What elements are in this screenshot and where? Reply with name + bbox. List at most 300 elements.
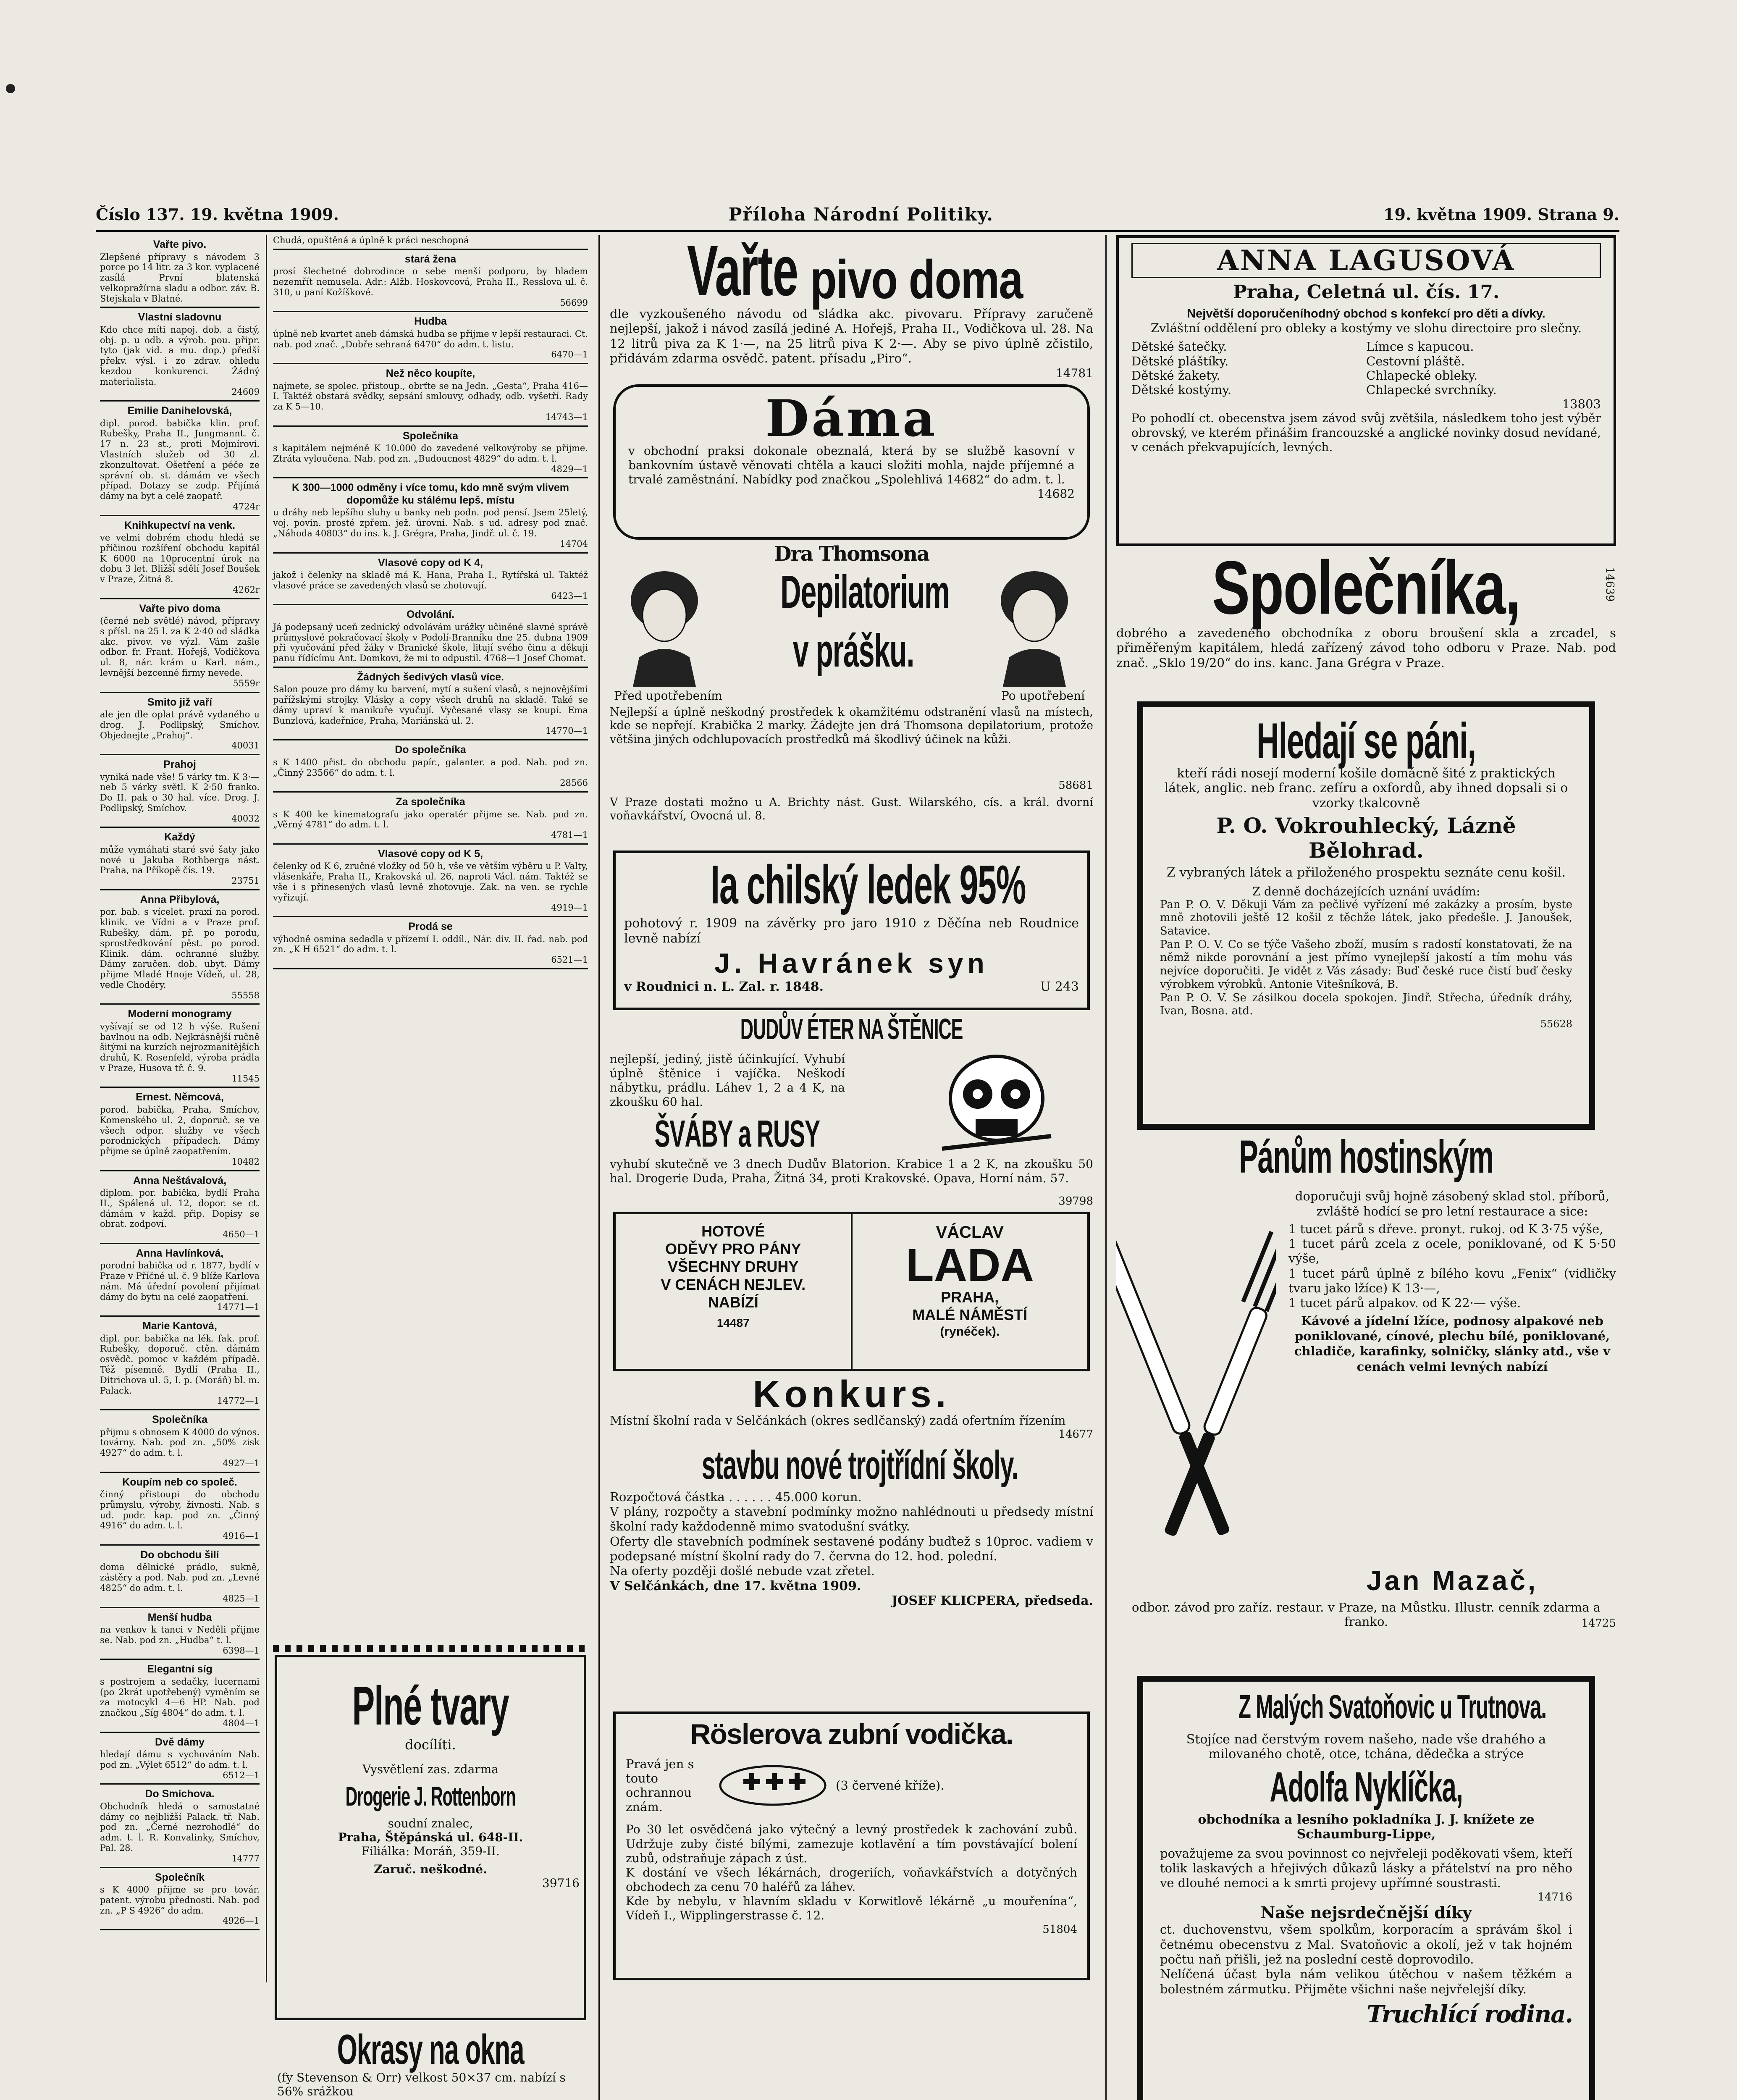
classified-ad bbox=[273, 921, 588, 969]
ad-title: Z Malých Svatoňovic u Trutnova. bbox=[1238, 1688, 1546, 1725]
classified-ad-number: 4825—1 bbox=[223, 1593, 260, 1604]
ad-line: Z vybraných látek a přiloženého prospektu seznáte cenu košil. bbox=[1166, 865, 1566, 880]
product-row bbox=[1131, 354, 1601, 368]
classified-ad-body: vyniká nade vše! 5 várky tm. K 3·— neb 5 várky světl. K 2·50 franko. Do II. pak o 30 hal. více. Drog. J. Podlipský, Smíchov. bbox=[100, 772, 260, 813]
classified-ad bbox=[100, 239, 260, 308]
ad-number: U 243 bbox=[1040, 979, 1079, 994]
ad-ledek bbox=[613, 850, 1090, 1010]
classified-ad bbox=[100, 696, 260, 756]
classified-ad bbox=[273, 430, 588, 479]
ad-separator bbox=[100, 1409, 260, 1410]
ad-line: Pravá jen s touto ochrannou znám. bbox=[626, 1756, 694, 1814]
ad-title: Dáma bbox=[765, 388, 938, 448]
ad-lada bbox=[613, 1212, 1090, 1371]
classified-ad-body: může vymáhati staré své šaty jako nové u Jakuba Rothberga nást. Praha, na Příkopě čís. 19. bbox=[100, 844, 260, 876]
classified-ad-number: 28566 bbox=[560, 778, 588, 788]
classified-ad bbox=[100, 1788, 260, 1868]
classified-ad-number: 4927—1 bbox=[223, 1458, 260, 1468]
classified-ad-heading: Do společníka bbox=[395, 744, 466, 756]
ad-separator bbox=[273, 425, 588, 427]
classified-ad-number: 56699 bbox=[560, 297, 588, 308]
classified-ad bbox=[100, 1091, 260, 1171]
classified-ad-number: 6423—1 bbox=[551, 591, 588, 601]
ad-separator bbox=[273, 843, 588, 845]
classified-ad-body: úplně neb kvartet aneb dámská hudba se přijme v lepší restauraci. Ct. nab. pod znač. „Dobře sehraná 6470“ do adm. t. listu. bbox=[273, 328, 588, 349]
ad-okrasy bbox=[275, 2026, 586, 2100]
ad-separator bbox=[100, 1243, 260, 1244]
product-item: Cestovní pláště. bbox=[1366, 354, 1465, 368]
classified-ad-number: 4262r bbox=[233, 584, 260, 595]
ad-title: Vařte bbox=[687, 235, 798, 311]
classified-ad-number: 55558 bbox=[231, 990, 260, 1000]
punch-hole bbox=[6, 84, 15, 93]
classified-ad-body: přijmu s obnosem K 4000 do výnos. továrny. Nab. pod zn. „50% zisk 4927“ do adm. t. l. bbox=[100, 1427, 260, 1458]
classified-ad-body: porodní babička od r. 1877, bydlí v Praze v Příčné ul. č. 9 blíže Karlova nám. Má úřední povolení přijímat dámy do bytu na celé zaopatření. bbox=[100, 1260, 260, 1302]
ad-line: PRAHA, bbox=[941, 1288, 999, 1306]
classified-ad bbox=[273, 482, 588, 553]
ad-separator bbox=[100, 1315, 260, 1317]
ad-body: ct. duchovenstvu, všem spolkům, korporacím a správám škol i četnému obecenstvu z Mal. Svatoňovic a okolí, jež v tak hojném počtu naň přišli, jež na poslední cestě doprovodilo. Nelíčená účast byla nám velikou útěchou v našem těžkém a bolestném zármutku. Přijměte všichni naše nejvřelejší díky. bbox=[1160, 1922, 1572, 1996]
ad-separator bbox=[273, 604, 588, 605]
ad-number: 14682 bbox=[1037, 487, 1075, 501]
ad-line: V CENÁCH NEJLEV. bbox=[661, 1276, 806, 1293]
ad-line: Největší doporučeníhodný obchod s konfekcí pro děti a dívky. bbox=[1187, 307, 1545, 320]
ad-line: NABÍZÍ bbox=[708, 1294, 758, 1311]
ad-separator bbox=[273, 739, 588, 740]
classified-ad-body: jakož i čelenky na skladě má K. Hana, Praha I., Rytířská ul. Taktéž vlasové práce se zavedených vlasů se zhotovují. bbox=[273, 570, 588, 591]
ad-price-list: 1 tucet párů s dřeve. pronyt. rukoj. od K 3·75 výše, 1 tucet párů zcela z ocele, poniklované, od K 5·50 výše, 1 tucet párů úplně z bílého kovu „Fenix“ (vidličky tvaru jako lžíce) K 13·—, 1 tucet párů alpakov. od K 22·— výše. bbox=[1288, 1221, 1616, 1310]
ad-body: dobrého a zavedeného obchodníka z oboru broušení skla a zrcadel, s přiměřeným kapitálem, hledá zařízený závod toho odboru v Praze. Nab. pod znač. „Sklo 19/20“ do ins. kanc. Jana Grégra v Praze. bbox=[1116, 626, 1616, 670]
classified-ad-heading: Za společníka bbox=[396, 796, 465, 808]
classified-ad-heading: Odvolání. bbox=[407, 609, 454, 621]
ad-line: Zvláštní oddělení pro obleky a kostýmy ve slohu directoire pro slečny. bbox=[1150, 321, 1582, 336]
classified-ad-body: s kapitálem nejméně K 10.000 do zavedené velkovýroby se přijme. Ztráta vyloučena. Nab. pod zn. „Budoucnost 4829“ do adm. t. l. bbox=[273, 443, 588, 464]
classified-ad-body: s postrojem a sedačky, lucernami (po 2krát upotřebený) vyměním se za motocykl 4—6 HP. Nab. pod značkou „Síg 4804“ do adm. t. l. bbox=[100, 1676, 260, 1718]
ad-testimonials: Pan P. O. V. Děkuji Vám za pečlivé vyřízení mé zakázky a prosím, byste mně zhotovili ještě 12 košil z těchže látek, jako předešle. J. Janoušek, Satavice. Pan P. O. V. Co se týče Vašeho zboží, musím s radostí konstatovati, že na němž nikde porovnání a jest přímo vynejlepší jakostí a tím mohu vás nejvíce doporučiti. Je vidět z Vás zásady: Buď české ruce čistí buď česky výrobkem výrobků. Antonie Vitešníková, B. Pan P. O. V. Se zásilkou docela spokojen. Jindř. Střecha, úředník dráhy, Ivan, Bosna. atd. bbox=[1160, 898, 1572, 1018]
ad-body: Místní školní rada v Selčánkách (okres sedlčanský) zadá ofertním řízením bbox=[610, 1413, 1066, 1428]
classified-ad-heading: Společníka bbox=[152, 1414, 207, 1426]
classified-ad-body: najmete, se spolec. přistoup., obrťte se na Jedn. „Gesta“, Praha 416—I. Taktéž obstará svědky, sepsání smlouvy, odhady, odb. vyšetří. Rady za K 5—10. bbox=[273, 381, 588, 412]
classified-ad bbox=[100, 405, 260, 516]
ad-thomson bbox=[610, 544, 1093, 846]
advertisements-column-4 bbox=[1112, 235, 1620, 2100]
classified-ad-heading: Vařte pivo doma bbox=[139, 602, 220, 614]
ad-name: Adolfa Nyklíčka, bbox=[1270, 1763, 1463, 1811]
ad-line: Kávové a jídelní lžíce, podnosy alpakové neb poniklované, cínové, plechu bílé, poniklované, chladiče, karafinky, solničky, slánky atd., vše v cenách velmi levných nabízí bbox=[1294, 1313, 1611, 1374]
classified-ad bbox=[100, 311, 260, 402]
header-left: Číslo 137. 19. května 1909. bbox=[96, 205, 339, 224]
portrait-after-image bbox=[992, 561, 1076, 687]
classified-ad bbox=[100, 1320, 260, 1410]
ad-product: Depilatorium bbox=[780, 566, 950, 618]
ad-lagusova bbox=[1116, 235, 1616, 546]
product-item: Dětské šatečky. bbox=[1131, 339, 1227, 354]
ad-footer: V Praze dostati možno u A. Brichty nást. Gust. Wilarského, cís. a král. dvorní voňavkářství, Ovocná ul. 8. bbox=[610, 795, 1093, 823]
ad-number: 13803 bbox=[1562, 397, 1601, 412]
ad-line: Naše nejsrdečnější díky bbox=[1260, 1903, 1472, 1922]
ad-separator bbox=[100, 1472, 260, 1473]
classified-ad-body: Chudá, opuštěná a úplně k práci neschopná bbox=[273, 235, 469, 245]
classified-ad bbox=[100, 1175, 260, 1244]
classified-ad-body: Salon pouze pro dámy ku barvení, mytí a sušení vlasů, s nejnovějšími pařížskými strojky. Vlásky a copy všech druhů na skladě. Také se dámy upraví k manikuře vyučují. Vyčesané vlasy se koupí. Ema Bunzlová, kadeřnice, Praha, Mariánská ul. 2. bbox=[273, 684, 588, 726]
ad-title: Konkurs. bbox=[753, 1373, 950, 1415]
ad-body: Rozpočtová částka . . . . . . 45.000 korun. V plány, rozpočty a stavební podmínky možno nahlédnouti u předsedy místní školní rady každodenně mimo svatodušní svátky. Oferty dle stavebních podmínek sestavené podány buďtež s 10proc. vadiem v podepsané místní školní rady do 7. června do 12. hod. polední. Na oferty později došlé nebude vzat zřetel. bbox=[610, 1489, 1093, 1578]
ad-separator bbox=[273, 968, 588, 969]
classified-ad-number: 11545 bbox=[231, 1073, 260, 1084]
ad-separator bbox=[100, 889, 260, 890]
classified-ad-number: 5559r bbox=[233, 678, 260, 688]
product-item: Dětské pláštíky. bbox=[1131, 354, 1229, 368]
ornament-border bbox=[273, 1645, 588, 1652]
ad-separator bbox=[100, 1867, 260, 1868]
ad-separator bbox=[273, 363, 588, 364]
classified-ad-body: s K 1400 přist. do obchodu papír., galanter. a pod. Nab. pod zn. „Činný 23566“ do adm. t. l. bbox=[273, 757, 588, 778]
ad-line: Stojíce nad čerstvým rovem našeho, nade vše drahého a milovaného chotě, otce, tchána, dědečka a strýce bbox=[1186, 1732, 1546, 1762]
ad-firm: LADA bbox=[905, 1239, 1034, 1291]
classified-ad-body: Obchodník hledá o samostatné dámy co nejbližší Palack. tř. Nab. pod zn. „Černé nezrohodlé“ do adm. t. l. R. Konvalinky, Smíchov, Pal. 28. bbox=[100, 1801, 260, 1853]
product-item: Chlapecké obleky. bbox=[1366, 368, 1478, 383]
classifieds-column-2 bbox=[269, 235, 592, 2100]
ad-separator bbox=[100, 598, 260, 599]
ad-line: MALÉ NÁMĚSTÍ bbox=[912, 1306, 1028, 1324]
classified-ad-heading: Smito již vaří bbox=[147, 696, 213, 708]
ad-address: Praha, Celetná ul. čís. 17. bbox=[1233, 281, 1500, 303]
classified-ad bbox=[100, 894, 260, 1005]
ad-separator bbox=[100, 1607, 260, 1608]
ad-number: 14781 bbox=[1055, 366, 1093, 380]
ad-body: pohotový r. 1909 na závěrky pro jaro 1910 z Děčína neb Roudnice levně nabízí bbox=[624, 916, 1079, 946]
classified-ad-number: 10482 bbox=[231, 1156, 260, 1167]
product-list bbox=[1131, 339, 1601, 397]
classified-ad-heading: Prodá se bbox=[408, 921, 453, 933]
classified-ad-heading: Marie Kantová, bbox=[142, 1320, 217, 1332]
product-row bbox=[1131, 368, 1601, 383]
ad-line: doporučuji svůj hojně zásobený sklad stol. příborů, zvláště hodící se pro letní restaurace a sice: bbox=[1295, 1189, 1610, 1219]
ad-separator bbox=[100, 754, 260, 755]
column-divider bbox=[1105, 235, 1107, 2100]
classified-ad bbox=[100, 1476, 260, 1546]
classified-ad bbox=[273, 744, 588, 793]
classified-ad-heading: Společníka bbox=[403, 430, 458, 442]
classified-ad bbox=[273, 557, 588, 606]
classified-ad-number: 4919—1 bbox=[551, 903, 588, 913]
classified-ad-heading: Ernest. Němcová, bbox=[136, 1091, 224, 1103]
classified-ad bbox=[273, 253, 588, 312]
ad-number: 55628 bbox=[1540, 1018, 1572, 1030]
classified-ad-body: doma dělnické prádlo, sukně, zástěry a pod. Nab. pod zn. „Levné 4825“ do adm. t. l. bbox=[100, 1562, 260, 1593]
classified-ad-heading: Knihkupectví na venk. bbox=[124, 519, 235, 531]
classified-ad-number: 14770—1 bbox=[545, 726, 588, 736]
classified-ad-body: (černé neb světlé) návod, přípravy s přísl. na 25 l. za K 2·40 od sládka akc. pivov. ve výzl. Vám zašle odbor. fr. Frant. Hořejš, Vodičkova ul. 8, nár. krám u Karl. nám., levnější bezcenné firmy nevede. bbox=[100, 616, 260, 678]
classified-ad-heading: K 300—1000 odměny i více tomu, kdo mně svým vlivem dopomůže ku stálému lepš. místu bbox=[291, 482, 569, 506]
classified-ad-number: 14771—1 bbox=[217, 1302, 260, 1312]
ad-line: (3 červené kříže). bbox=[836, 1778, 945, 1793]
ad-line: odbor. závod pro zaříz. restaur. v Praze, na Můstku. Illustr. cenník zdarma a franko. bbox=[1132, 1600, 1601, 1629]
classified-ad bbox=[100, 1549, 260, 1608]
classified-ad-heading: Elegantní síg bbox=[147, 1663, 213, 1675]
classified-ad-heading: Než něco koupíte, bbox=[386, 368, 475, 380]
ad-title: Okrasy na okna bbox=[337, 2026, 524, 2073]
classified-ad-number: 6512—1 bbox=[223, 1770, 260, 1780]
ad-spolecnika bbox=[1116, 546, 1616, 697]
ad-varte-pivo bbox=[605, 235, 1098, 380]
ad-body: Po pohodlí ct. obecenstva jsem závod svůj zvětšila, následkem toho jest výběr obrovský, ve kterém přinášim francouzské a anglické novinky dosud nevídané, v cenách překvapujících, levných. bbox=[1131, 411, 1601, 454]
classified-ad-body: ale jen dle oplat právě vydaného u drog. J. Podlipský, Smíchov. Objednejte „Prahoj“. bbox=[100, 709, 260, 740]
product-item: Chlapecké svrchníky. bbox=[1366, 383, 1497, 397]
ad-separator bbox=[273, 552, 588, 554]
classified-ad-heading: Vařte pivo. bbox=[153, 239, 207, 250]
product-row bbox=[1131, 339, 1601, 354]
classified-ad-heading: Dvě dámy bbox=[155, 1736, 205, 1748]
ad-number: 14487 bbox=[716, 1316, 750, 1329]
classified-ad bbox=[273, 368, 588, 427]
classified-ad bbox=[100, 1612, 260, 1660]
ad-hledaji-pani bbox=[1137, 701, 1595, 1130]
ad-separator bbox=[273, 791, 588, 793]
classified-ad-body: vyšívají se od 12 h výše. Rušení bavlnou na odb. Nejkrásnější ručně šitými na kurzích nejrozmanitějších druhů, K. Rosenfeld, výroba prádla v Praze, Husova tř. č. 9. bbox=[100, 1021, 260, 1073]
ad-line: Zaruč. neškodné. bbox=[374, 1862, 487, 1876]
classified-ad-number: 4804—1 bbox=[223, 1718, 260, 1728]
classified-ad-heading: Anna Havlínková, bbox=[136, 1247, 224, 1259]
ad-line: soudní znalec, bbox=[388, 1816, 473, 1830]
ad-separator bbox=[100, 1929, 260, 1930]
classified-ad-body: diplom. por. babička, bydlí Praha II., Spálená ul. 12, dopor. se ct. dámám v každ. přip. Dopisy se obrat. zodpoví. bbox=[100, 1188, 260, 1229]
classified-ad-heading: Vlasové copy od K 5, bbox=[378, 848, 483, 860]
ad-number: 14725 bbox=[1581, 1617, 1616, 1630]
classified-ad-body: s K 4000 přijme se pro továr. patent. výrobu přednosti. Nab. pod zn. „P S 4926“ do adm. bbox=[100, 1885, 260, 1916]
ad-line: Vysvětlení zas. zdarma bbox=[362, 1762, 499, 1776]
classified-ad-number: 4650—1 bbox=[223, 1229, 260, 1240]
header-rule bbox=[96, 230, 1619, 232]
ad-number: 14716 bbox=[1538, 1890, 1572, 1903]
ad-body: Nejlepší a úplně neškodný prostředek k okamžitému odstranění vlasů na místech, kde se nepřejí. Krabička 2 marky. Žádejte jen drá Thomsona depilatorium, protože většina jiných odchlupovacích prostředků má škodlivý účinek na kůži. bbox=[610, 705, 1093, 746]
ad-separator bbox=[273, 916, 588, 917]
ad-separator bbox=[100, 1732, 260, 1733]
ad-separator bbox=[100, 307, 260, 308]
ad-firm: J. Havránek syn bbox=[714, 947, 989, 979]
ad-firm: Jan Mazač, bbox=[1366, 1565, 1538, 1596]
classified-ad-heading: Hudba bbox=[414, 315, 447, 328]
ad-firm: P. O. Vokrouhlecký, Lázně Bělohrad. bbox=[1216, 813, 1516, 863]
fork-knife-icon bbox=[1116, 1189, 1276, 1558]
classifieds-list bbox=[269, 235, 592, 1642]
ad-separator bbox=[100, 1003, 260, 1005]
classified-ad bbox=[273, 796, 588, 845]
classified-ad bbox=[100, 1008, 260, 1088]
ad-hostinsky bbox=[1116, 1131, 1616, 1672]
ad-title: Hledají se páni, bbox=[1257, 713, 1476, 769]
ad-title: Ia chilský ledek 95% bbox=[710, 853, 1026, 915]
ad-title: DUDŮV ÉTER NA ŠTĚNICE bbox=[740, 1012, 963, 1045]
classified-ad-heading: Anna Přibylová, bbox=[140, 893, 220, 906]
classified-ad bbox=[100, 603, 260, 693]
ad-line: VÁCLAV bbox=[936, 1223, 1004, 1242]
ad-rosler bbox=[613, 1712, 1090, 1980]
classified-ad-heading: Anna Neštávalová, bbox=[133, 1174, 227, 1186]
ad-line: (rynéček). bbox=[940, 1324, 1000, 1339]
classified-ad-number: 14772—1 bbox=[217, 1396, 260, 1406]
ad-separator bbox=[100, 515, 260, 516]
classified-ad bbox=[100, 1247, 260, 1317]
ad-line: HOTOVÉ bbox=[701, 1222, 765, 1240]
ad-line: obchodníka a lesního pokladníka J. J. knížete ze Schaumburg-Lippe, bbox=[1198, 1812, 1535, 1842]
ad-body: dle vyzkoušeného návodu od sládka akc. pivovaru. Přípravy zaručeně nejlepší, jakož i návod zasílá jediné A. Hořejš, Praha II., Vodičkova ul. 28. Na 12 litrů piva za K 1·—, na 25 litrů piva K 2·—. Aby se pivo úplně zčistilo, přidávám zdarma osvědč. patent. přísadu „Piro“. bbox=[610, 307, 1093, 366]
classified-ad bbox=[273, 235, 588, 250]
ad-body: v obchodní praksi dokonale obeznalá, která by se službě kasovní v bankovním ústavě věnovati chtěla a kauci složiti mohla, najde příjemné a trvalé zaměstnání. Nabídky pod značkou „Spolehlivá 14682“ do adm. t. l. bbox=[628, 444, 1075, 486]
page-header bbox=[96, 202, 1619, 227]
product-row bbox=[1131, 383, 1601, 397]
ad-title: ŠVÁBY a RUSY bbox=[654, 1113, 820, 1155]
advertisements-column-3 bbox=[605, 235, 1098, 2100]
classified-ad-body: Zlepšené přípravy s návodem 3 porce po 14 litr. za 3 kor. vyplacené zasílá První blatenská velkopražírna sladu a odbor. záv. B. Stejskala v Blatné. bbox=[100, 252, 260, 304]
ad-signature: V Selčánkách, dne 17. května 1909. bbox=[610, 1578, 861, 1593]
caption-before: Před upotřebením bbox=[614, 688, 722, 703]
ad-title: Pánům hostinským bbox=[1239, 1131, 1493, 1183]
classified-ad-heading: stará žena bbox=[404, 253, 457, 265]
caption-after: Po upotřebení bbox=[1001, 688, 1085, 703]
ad-product: v prášku. bbox=[792, 625, 914, 677]
ad-plne-tvary bbox=[275, 1655, 586, 2020]
classified-ad-heading: Vlastní sladovnu bbox=[138, 311, 222, 323]
classified-ad-number: 4781—1 bbox=[551, 830, 588, 840]
ad-separator bbox=[273, 311, 588, 312]
header-right: 19. května 1909. Strana 9. bbox=[1383, 205, 1619, 224]
ad-line: Z denně docházejících uznání uvádím: bbox=[1252, 884, 1480, 898]
ad-line: VŠECHNY DRUHY bbox=[668, 1258, 799, 1276]
classified-ad bbox=[273, 609, 588, 668]
ad-konkurs bbox=[610, 1373, 1093, 1707]
ad-separator bbox=[100, 1783, 260, 1785]
classified-ad-body: činný přistoupi do obchodu průmyslu, výroby, živnosti. Nab. s ud. podr. kap. pod zn. „Činný 4916“ do adm. t. l. bbox=[100, 1489, 260, 1531]
classified-ad-body: dipl. por. babička na lék. fak. prof. Rubešky, doporuč. ctěn. dámám osvědč. pomoc v každém případě. Též písemně. Bydlí (Praha II., Ditrichova ul. 5, I. p. (Moráň) bl. m. Palack. bbox=[100, 1333, 260, 1396]
product-item: Límce s kapucou. bbox=[1366, 339, 1474, 354]
classified-ad-body: porod. babička, Praha, Smíchov, Komenského ul. 2, doporuč. se ve všech odpor. služby ve všech porodnických případech. Dámy přijme se úplně zaopatřením. bbox=[100, 1104, 260, 1157]
ad-line: ODĚVY PRO PÁNY bbox=[665, 1240, 801, 1257]
ad-title: Společníka, bbox=[1212, 546, 1520, 630]
ad-line: docílíti. bbox=[405, 1737, 456, 1753]
ad-separator bbox=[100, 692, 260, 693]
classified-ad-heading: Společník bbox=[155, 1871, 205, 1883]
ad-line: kteří rádi nosejí moderní košile domácně šité z praktických látek, anglic. neb franc. zefíru a oxfordů, aby ihned dopsali si o vzorky tkalcovně bbox=[1164, 766, 1568, 811]
three-crosses-logo bbox=[718, 1764, 827, 1806]
classified-ad-number: 40032 bbox=[231, 813, 260, 824]
classified-ad-body: výhodně osmina sedadla v přízemí I. oddíl., Nár. div. II. řad. nab. pod zn. „K H 6521“ do adm. t. l. bbox=[273, 934, 588, 955]
classified-ad-number: 4916—1 bbox=[223, 1531, 260, 1541]
ad-separator bbox=[100, 1170, 260, 1171]
classified-ad-number: 23751 bbox=[231, 876, 260, 886]
classified-ad-heading: Žádných šedivých vlasů více. bbox=[357, 671, 504, 683]
classified-ad-body: Kdo chce míti napoj. dob. a čistý, obj. p. u odb. a výrob. pou. připr. tyto (jak vid. a mu. dop.) předší překv. výsl. i zo zdrav. ohledu kezdou konkurenci. Žádný materialista. bbox=[100, 324, 260, 387]
ad-separator bbox=[100, 1659, 260, 1660]
ad-title: Plné tvary bbox=[352, 1675, 509, 1736]
ad-separator bbox=[100, 400, 260, 402]
classified-ad-number: 6398—1 bbox=[223, 1645, 260, 1656]
classified-ad-number: 6470—1 bbox=[551, 349, 588, 360]
classified-ad bbox=[273, 848, 588, 917]
classified-ad-heading: Menší hudba bbox=[147, 1611, 212, 1623]
ad-line: Filiálka: Moráň, 359-II. bbox=[361, 1844, 500, 1858]
classified-ad-body: dipl. porod. babička klin. prof. Rubešky, Praha II., Jungmannt. č. 17 n. 23 st., proti Mojmírovi. Vlastních služeb od 30 zl. zkonzultovat. Ošetření a péče ze správní ob. st. dámám ve všech případ. Dotazy se zodp. Přijímá dámy na byt a celé zaopatř. bbox=[100, 418, 260, 501]
ad-brand: Dra Thomsona bbox=[774, 542, 929, 566]
classified-ad-number: 4829—1 bbox=[551, 464, 588, 474]
classified-ad-body: na venkov k tanci v Neděli přijme se. Nab. pod zn. „Hudba“ t. l. bbox=[100, 1625, 260, 1645]
classified-ad-number: 40031 bbox=[231, 740, 260, 751]
classified-ad-number: 4724r bbox=[233, 501, 260, 512]
classified-ad-heading: Emilie Danihelovská, bbox=[127, 405, 232, 417]
ad-number: 51804 bbox=[1042, 1923, 1077, 1936]
ad-number: 39716 bbox=[542, 1876, 580, 1890]
ad-body: považujeme za svou povinnost co nejvřeleji poděkovati všem, kteří tolik laskavých a hřejivých důkazů lásky a přátelství na pro něho ve dlouhé nemoci a k smrti projevy upřímné soustrasti. bbox=[1160, 1846, 1572, 1890]
classified-ad-body: ve velmi dobrém chodu hledá se příčinou rozšíření obchodu kapitál K 6000 na 10procentní úrok na dobu 3 let. Bližší sdělí Josef Boušek v Praze, Žitná 8. bbox=[100, 533, 260, 585]
classified-ad bbox=[100, 1872, 260, 1931]
classified-ad-body: s K 400 ke kinematografu jako operatér přijme se. Nab. pod zn. „Věrný 4781“ do adm. t. l. bbox=[273, 809, 588, 830]
ad-number: 14677 bbox=[1058, 1428, 1093, 1441]
classified-ad-body: u dráhy neb lepšího sluhy u banky neb podn. pod pensí. Jsem 25letý, voj. povin. prosté zpřem. jež. úrovni. Nab. s ud. adresy pod znač. „Náhoda 40803“ do ins. k. J. Grégra, Praha, Jindř. ul. č. 19. bbox=[273, 507, 588, 539]
column-divider bbox=[598, 235, 600, 2100]
ad-title: stavbu nové trojtřídní školy. bbox=[701, 1442, 1018, 1488]
column-divider bbox=[266, 235, 267, 1982]
classified-ad-body: prosí šlechetné dobrodince o sebe menší podporu, by hladem nezemřít nemusela. Adr.: Alžb. Hoskovcová, Praha II., Resslova ul. č. 310, u paní Kožíškové. bbox=[273, 266, 588, 297]
classified-ad-heading: Koupím neb co společ. bbox=[122, 1476, 237, 1488]
ad-dama bbox=[613, 384, 1090, 540]
classified-ad bbox=[100, 1663, 260, 1732]
ad-title: Röslerova zubní vodička. bbox=[690, 1718, 1013, 1750]
classified-ad-heading: Do Smíchova. bbox=[145, 1788, 215, 1800]
classified-ad bbox=[100, 831, 260, 890]
classified-ad bbox=[273, 671, 588, 740]
classifieds-column-1 bbox=[96, 235, 264, 2100]
classified-ad bbox=[100, 520, 260, 599]
ad-address: v Roudnici n. L. Zal. r. 1848. bbox=[624, 979, 824, 994]
classified-ad-number: 4926—1 bbox=[223, 1916, 260, 1926]
ad-title: pivo doma bbox=[810, 249, 1023, 310]
ad-separator bbox=[273, 667, 588, 668]
ad-nyklicka-obituary bbox=[1137, 1676, 1595, 2100]
classified-ad-number: 14777 bbox=[231, 1853, 260, 1864]
classified-ad-body: hledají dámu s vychováním Nab. pod zn. „Výlet 6512“ do adm. t. l. bbox=[100, 1749, 260, 1770]
product-item: Dětské kostýmy. bbox=[1131, 383, 1232, 397]
classified-ad-number: 14704 bbox=[560, 538, 588, 549]
ad-number: 39798 bbox=[1058, 1194, 1093, 1208]
ad-number: 14639 bbox=[1603, 567, 1616, 602]
ad-number: 58681 bbox=[1058, 779, 1093, 792]
ad-body: vyhubí skutečně ve 3 dnech Dudův Blatorion. Krabice 1 a 2 K, na zkoušku 50 hal. Drogerie Duda, Praha, Žitná 34, proti Krakovské. Opava, Horní nám. 57. bbox=[610, 1157, 1093, 1185]
ad-line: Praha, Štěpánská ul. 648-II. bbox=[338, 1830, 523, 1844]
ad-separator bbox=[100, 1087, 260, 1088]
ad-firm: Drogerie J. Rottenborn bbox=[345, 1781, 516, 1811]
classified-ad-number: 24609 bbox=[231, 387, 260, 397]
classified-ad-body: Já podepsaný uceň zednický odvolávám urážky učiněné slavné správě průmyslové pokračovací školy v Podolí-Branníku dne 25. dubna 1909 při vyučování před žáky v Branické škole, litují svého činu a děkuji panu řídícímu Ant. Domkovi, že mi to odpustil. 4768—1 Josef Chomat. bbox=[273, 622, 588, 664]
ad-separator bbox=[273, 477, 588, 478]
ad-signature: Truchlící rodina. bbox=[1367, 2000, 1572, 2029]
classified-ad bbox=[273, 315, 588, 364]
product-item: Dětské žakety. bbox=[1131, 368, 1220, 383]
classified-ad-heading: Moderní monogramy bbox=[128, 1008, 232, 1020]
ad-duda bbox=[610, 1014, 1093, 1208]
ad-separator bbox=[100, 827, 260, 828]
ad-body: Po 30 let osvědčená jako výtečný a levný prostředek k zachování zubů. Udržuje zuby čisté bílými, zamezuje kotlavění a tím povstávající bolení zubů, odstraňuje zápach z úst. K dostání ve všech lékárnách, drogeriích, voňavkářstvích a dotyčných obchodech za cenu 70 haléřů za láhev. Kde by nebylu, v hlavním skladu v Korwitlově lékárně „u mouřenína“, Vídeň I., Wipplingerstrasse č. 12. bbox=[626, 1822, 1077, 1923]
classified-ad-number: 6521—1 bbox=[551, 955, 588, 965]
classified-ad-heading: Prahoj bbox=[163, 759, 196, 771]
classified-ad-number: 14743—1 bbox=[545, 412, 588, 422]
classified-ad-body: čelenky od K 6, zručné vložky od 50 h, vše ve větším výběru u P. Valty, vlásenkáře, Praha II., Krakovská ul. 26, naproti Václ. nám. Taktéž se vše i s přinesených vlasů levně zhotovuje. Zak. na ven. se rychle vyřizují. bbox=[273, 861, 588, 903]
portrait-before-image bbox=[622, 561, 706, 687]
ad-title: ANNA LAGUSOVÁ bbox=[1217, 244, 1516, 277]
classified-ad bbox=[100, 1736, 260, 1785]
classified-ad-body: por. bab. s vícelet. praxí na porod. klinik. ve Vídni a v Praze prof. Rubešky, dám. př. po porodu, sprostředkování pěst. po porod. Klinik. dám. ochranné služby. Dámy zaručen. dob. ubyt. Dámy přijme Mladé Hnoje Vídeň, ul. 28, vedle Choděry. bbox=[100, 907, 260, 990]
classified-ad bbox=[100, 1414, 260, 1473]
ad-line: (fy Stevenson & Orr) velkost 50×37 cm. nabízí s 56% srážkou bbox=[277, 2071, 566, 2099]
